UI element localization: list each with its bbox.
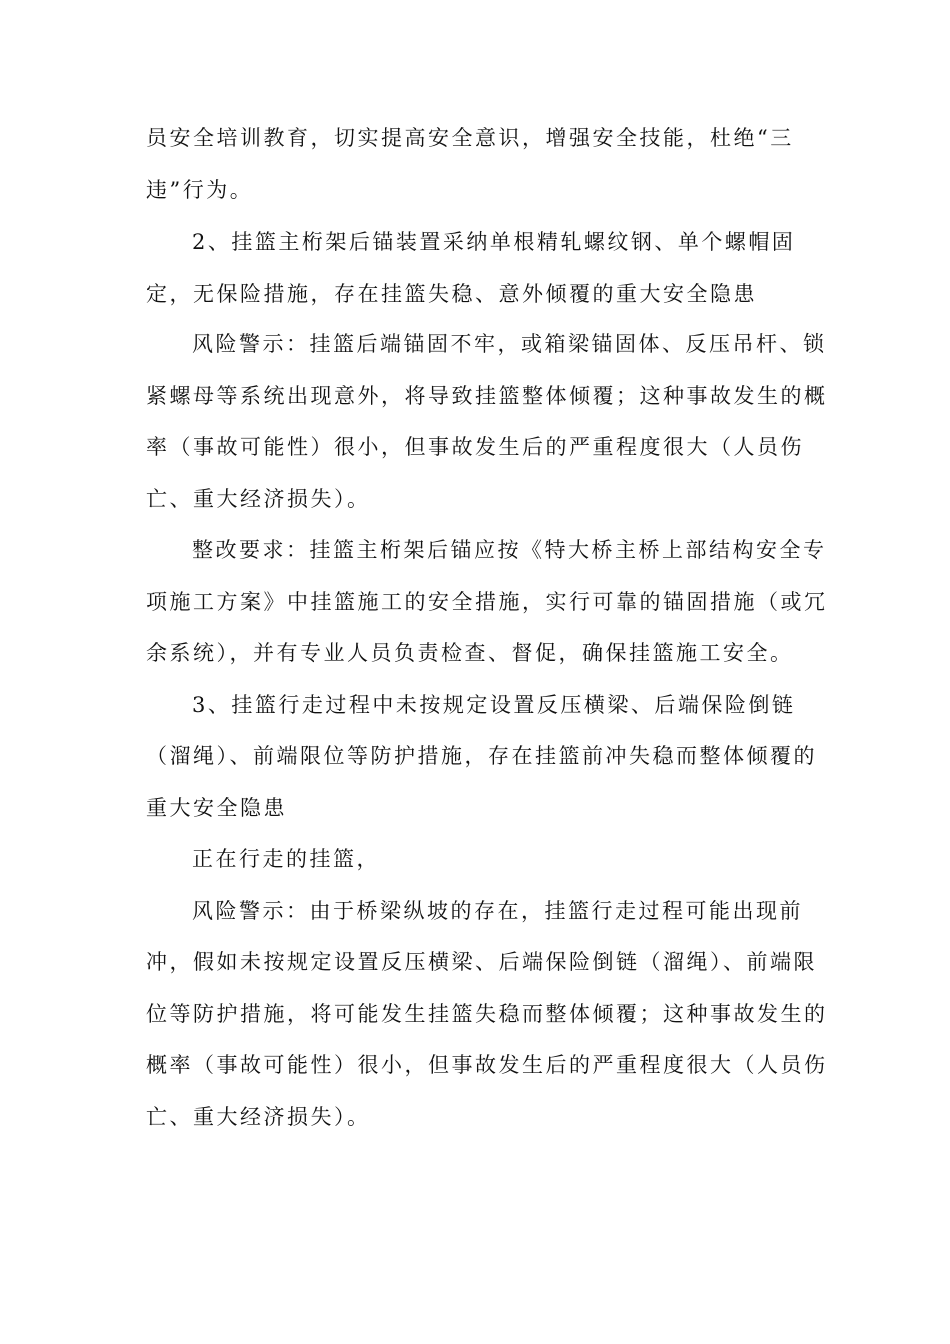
risk-warning-paragraph: 风险警示：挂篮后端锚固不牢，或箱梁锚固体、反压吊杆、锁	[192, 332, 827, 356]
rectification-paragraph: 整改要求：挂篮主桁架后锚应按《特大桥主桥上部结构安全专	[192, 538, 827, 562]
text-line: 违”行为。	[146, 178, 254, 202]
risk-warning-paragraph: 风险警示：由于桥梁纵坡的存在，挂篮行走过程可能出现前	[192, 899, 803, 923]
text-line: 紧螺母等系统出现意外，将导致挂篮整体倾覆；这种事故发生的概	[146, 384, 828, 408]
text-line: 率（事故可能性）很小，但事故发生后的严重程度很大（人员伤	[146, 435, 804, 459]
text-line: 项施工方案》中挂篮施工的安全措施，实行可靠的锚固措施（或冗	[146, 590, 828, 614]
text-line: 概率（事故可能性）很小，但事故发生后的严重程度很大（人员伤	[146, 1053, 828, 1077]
text-line: 亡、重大经济损失）。	[146, 487, 371, 511]
text-line: 位等防护措施，将可能发生挂篮失稳而整体倾覆；这种事故发生的	[146, 1002, 828, 1026]
text-line: 冲，假如未按规定设置反压横梁、后端保险倒链（溜绳）、前端限	[146, 950, 817, 974]
text-line: 余系统），并有专业人员负责检查、督促，确保挂篮施工安全。	[146, 641, 794, 665]
text-line: 正在行走的挂篮，	[192, 847, 380, 871]
section-heading-3: 3、挂篮行走过程中未按规定设置反压横梁、后端保险倒链	[192, 693, 796, 717]
text-line: 员安全培训教育，切实提高安全意识，增强安全技能，杜绝“三	[146, 126, 794, 150]
section-heading-2-cont: 定，无保险措施，存在挂篮失稳、意外倾覆的重大安全隐患	[146, 282, 757, 306]
text-line: 亡、重大经济损失）。	[146, 1105, 371, 1129]
section-heading-3-cont: 重大安全隐患	[146, 796, 287, 820]
section-heading-2: 2、挂篮主桁架后锚装置采纳单根精轧螺纹钢、单个螺帽固	[192, 230, 796, 254]
section-heading-3-cont: （溜绳）、前端限位等防护措施，存在挂篮前冲失稳而整体倾覆的	[146, 744, 817, 768]
